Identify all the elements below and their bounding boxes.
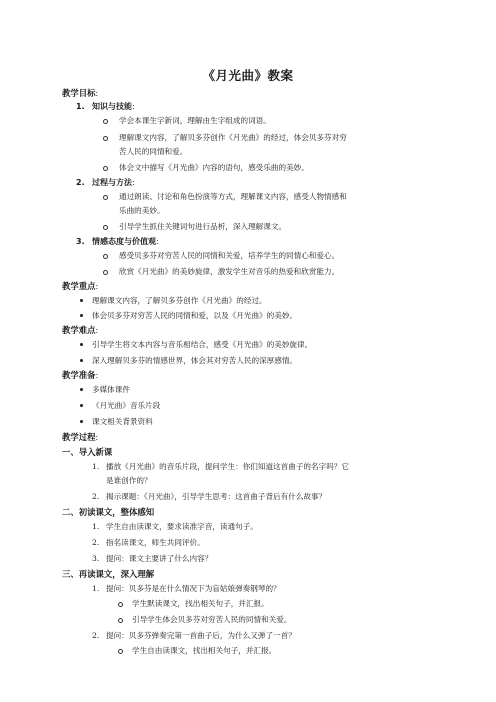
circle-bullet-icon — [103, 136, 108, 141]
list-number: 2. — [92, 492, 100, 501]
list-item-text: 播放《月光曲》的音乐片段，提问学生：你们知道这首曲子的名字吗？它 — [106, 462, 349, 471]
goal-knowledge-label-text: 知识与技能 — [92, 102, 132, 111]
bullet-icon — [80, 299, 83, 302]
list-item-text: 乐曲的美妙。 — [119, 206, 165, 215]
list-number: 2. — [92, 631, 100, 640]
heading-colon: : — [156, 237, 159, 246]
key-points-heading — [62, 279, 98, 294]
bullet-icon — [80, 388, 83, 391]
list-item-text: 多媒体课件 — [92, 385, 130, 394]
list-item-text: 学会本课生字新词，理解由生字组成的词语。 — [119, 116, 271, 125]
list-item-text: 学生自由读课文，找出相关句子，并汇报。 — [132, 646, 277, 655]
list-item-text: 理解课文内容，了解贝多芬创作《月光曲》的经过。 — [92, 296, 267, 305]
bullet-icon — [80, 343, 83, 346]
preparation-heading — [62, 368, 98, 383]
list-number: 1. — [92, 462, 100, 471]
page-title: 《月光曲》教案 — [202, 68, 294, 83]
goals-heading — [62, 86, 98, 101]
list-item-text: 提问：课文主要讲了什么内容？ — [106, 554, 213, 563]
heading-colon: : — [132, 102, 135, 111]
heading-colon: : — [95, 326, 99, 335]
process-heading-text: 教学过程 — [62, 432, 96, 442]
goals-heading-text: 教学目标 — [62, 88, 96, 98]
step-title: 一、导入新课 — [62, 447, 113, 457]
process-heading — [62, 430, 98, 445]
difficulties-heading — [62, 323, 98, 338]
list-item-text: 苦人民的同情和爱。 — [119, 147, 188, 156]
bullet-icon — [80, 404, 83, 407]
circle-bullet-icon — [103, 195, 108, 200]
step-title: 三、再读课文，深入理解 — [62, 569, 155, 579]
list-item-text: 体会文中描写《月光曲》内容的语句，感受乐曲的美妙。 — [119, 163, 309, 172]
goal-emotion-label-text: 情感态度与价值观 — [92, 237, 156, 246]
list-item-text: 揭示课题：《月光曲》，引导学生思考：这首曲子背后有什么故事？ — [106, 492, 327, 501]
list-number: 3. — [76, 237, 85, 246]
circle-bullet-icon — [103, 166, 108, 171]
list-number: 1. — [92, 584, 100, 593]
list-item-text: 深入理解贝多芬的情感世界，体会其对穷苦人民的深厚感情。 — [92, 356, 298, 365]
heading-colon: : — [95, 433, 99, 442]
list-item-text: 通过朗读、讨论和角色扮演等方式，理解课文内容，感受人物情感和 — [119, 192, 347, 201]
heading-colon: : — [95, 371, 99, 380]
goal-emotion-label — [92, 235, 159, 249]
circle-bullet-icon — [103, 225, 108, 230]
list-item-text: 是谁创作的？ — [106, 476, 152, 485]
list-item-text: 《月光曲》音乐片段 — [92, 401, 161, 410]
list-item-text: 体会贝多芬对穷苦人民的同情和爱，以及《月光曲》的美妙。 — [92, 311, 298, 320]
circle-bullet-icon — [118, 649, 123, 654]
circle-bullet-icon — [103, 254, 108, 259]
step-title: 二、初读课文，整体感知 — [62, 507, 155, 517]
bullet-icon — [80, 359, 83, 362]
list-number: 2. — [92, 538, 100, 547]
circle-bullet-icon — [103, 119, 108, 124]
list-item-text: 课文相关背景资料 — [92, 417, 153, 426]
goal-knowledge-label — [92, 100, 135, 114]
list-item-text: 引导学生将文本内容与音乐相结合，感受《月光曲》的美妙旋律。 — [92, 340, 313, 349]
list-number: 2. — [76, 178, 85, 187]
list-item-text: 感受贝多芬对穷苦人民的同情和关爱，培养学生的同情心和爱心。 — [119, 251, 340, 260]
difficulties-heading-text: 教学难点 — [62, 325, 96, 335]
preparation-heading-text: 教学准备 — [62, 370, 96, 380]
list-item-text: 提问：贝多芬弹奏完第一首曲子后，为什么又弹了一首？ — [106, 631, 296, 640]
list-item-text: 学生自由读课文，要求读准字音，读通句子。 — [106, 522, 258, 531]
heading-colon: : — [132, 178, 135, 187]
list-number: 1. — [92, 522, 100, 531]
list-item-text: 指名读课文，师生共同评价。 — [106, 538, 205, 547]
circle-bullet-icon — [103, 270, 108, 275]
list-item-text: 欣赏《月光曲》的美妙旋律，激发学生对音乐的热爱和欣赏能力。 — [119, 267, 340, 276]
heading-colon: : — [95, 282, 99, 291]
list-number: 1. — [76, 102, 85, 111]
list-number: 3. — [92, 554, 100, 563]
list-item-text: 引导学生抓住关键词句进行品析，深入理解课文。 — [119, 222, 287, 231]
list-item-text: 学生默读课文，找出相关句子，并汇报。 — [132, 599, 269, 608]
circle-bullet-icon — [118, 618, 123, 623]
list-item-text: 理解课文内容，了解贝多芬创作《月光曲》的经过，体会贝多芬对穷 — [119, 133, 347, 142]
circle-bullet-icon — [118, 602, 123, 607]
goal-process-label-text: 过程与方法 — [92, 178, 132, 187]
list-item-text: 引导学生体会贝多芬对穷苦人民的同情和关爱。 — [132, 615, 292, 624]
list-item-text: 提问：贝多芬是在什么情况下为盲姑娘弹奏钢琴的？ — [106, 584, 281, 593]
bullet-icon — [80, 314, 83, 317]
key-points-heading-text: 教学重点 — [62, 281, 96, 291]
bullet-icon — [80, 420, 83, 423]
heading-colon: : — [95, 89, 99, 98]
goal-process-label — [92, 176, 135, 190]
